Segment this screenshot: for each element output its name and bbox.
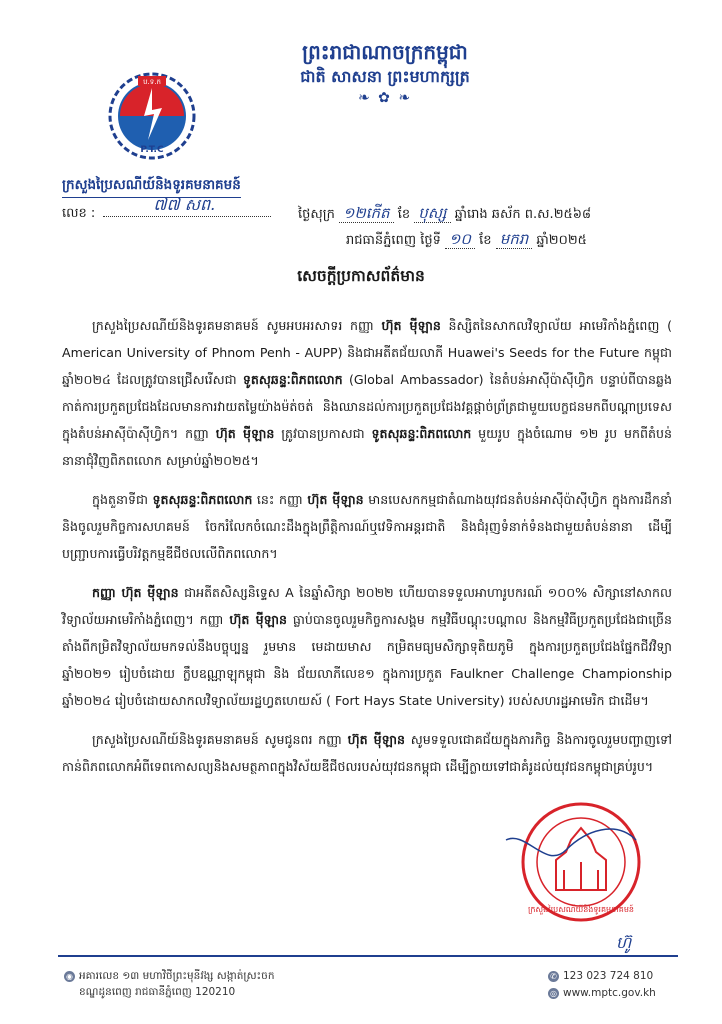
text: នេះ កញ្ញា [252,492,308,507]
solar-date-year: ឆ្នាំ២០២៥ [536,233,587,248]
name-highlight: ហ៊ុត ម៉ីឡាន [381,318,441,333]
ornament-divider: ❧ ✿ ❧ [357,90,413,106]
document-title: សេចក្តីប្រកាសព័ត៌មាន [297,267,425,285]
ambassador-highlight: ទូតសុឆន្ទៈពិភពលោក [371,426,472,441]
name-highlight: ហ៊ុត ម៉ីឡាន [307,492,364,507]
name-highlight: ហ៊ុត ម៉ីឡាន [229,612,287,627]
paragraph-1 [62,312,672,474]
lunar-date-year: ឆ្នាំរោង ឆស័ក ព.ស.២៥៦៨ [454,207,592,222]
paragraph-4 [62,726,672,780]
paragraph-2 [62,486,672,567]
ministry-name: ក្រសួងប្រៃសណីយ៍និងទូរគមនាគមន៍ [62,176,241,198]
kingdom-title: ព្រះរាជាណាចក្រកម្ពុជា [302,40,468,64]
address-line-2: ខណ្ឌដូនពេញ រាជធានីភ្នំពេញ 120210 [79,986,236,998]
name-highlight: ហ៊ុត ម៉ីឡាន [347,732,406,747]
lunar-date-month-label: ខែ [397,207,411,222]
solar-date-month: មករា [496,230,533,249]
text: សូមទទួលជោគជ័យក្នុងភារកិច្ច និងការចូលរួមបញ្ចាញទៅកាន់ពិភពលោកអំពីទេពកោសល្យនិងសមត្ថភាពក្នុងវិស័យឌីជីថលរបស់យុវជនកម្ពុជា ដើម្បីក្លាយទៅជាគំរូដល់យុវជនកម្ពុជាគ្រប់រូប។ [62,732,673,774]
national-motto: ជាតិ សាសនា ព្រះមហាក្សត្រ [300,67,470,86]
logo-caption: P.T.C [140,145,164,155]
website-link[interactable]: www.mptc.gov.kh [563,987,656,999]
handwritten-initials: ហ៊ូ [616,933,632,952]
lunar-date-prefix: ថ្ងៃសុក្រ [298,207,335,222]
globe-icon: ◎ [548,988,559,999]
ambassador-highlight: ទូតសុឆន្ទៈពិភពលោក [152,492,253,507]
text: និស្សិតនៃសាកលវិទ្យាល័យ អាមេរិកាំងភ្នំពេញ ( American University of Phnom Penh - AUPP) និងជាអតីតជ័យលាភី Huawei's Seeds for the Future កម្ពុជាឆ្នាំ២០២៤ ដែលត្រូវបានជ្រើសរើសជា [62,318,672,387]
paragraph-3 [62,579,672,714]
reference-field [103,195,271,217]
logo-top-text: ប.ទ.ក [143,78,161,86]
text: ជាអតីតសិស្សនិទ្ទេស A នៃឆ្នាំសិក្សា ២០២២ ហើយបានទទួលអាហារូបករណ៍ ១០០% សិក្សានៅសាកលវិទ្យាល័យអាមេរិកាំងភ្នំពេញ។ កញ្ញា [62,585,672,627]
text: (Global Ambassador) នៃតំបន់អាស៊ីប៉ាស៊ីហ្វិក បន្ទាប់ពីបានឆ្លងកាត់ការប្រកួតប្រជែងដែលមានការវាយតម្លៃយ៉ាងម៉ត់ចត់ និងឈានដល់ការប្រកួតប្រជែងវគ្គផ្តាច់ព្រ័ត្រជាមួយបេក្ខជនមកពីបណ្តាប្រទេសក្នុងតំបន់អាស៊ីប៉ាស៊ីហ្វិក។ កញ្ញា [62,372,673,441]
address-line-1: អគារលេខ ១៣ មហាវិថីព្រះមុនីវង្ស សង្កាត់ស្រះចក [79,970,275,982]
phone-number: 123 023 724 810 [563,970,654,982]
reference-value: ៧៧ សព. [153,195,216,214]
lunar-date [298,204,591,226]
text: ត្រូវបានប្រកាសជា [274,426,372,441]
text: មួយរូប ក្នុងចំណោម ១២ រូប មកពីតំបន់នានាជុំវិញពិភពលោក សម្រាប់ឆ្នាំ២០២៥។ [62,426,673,468]
reference-number [62,195,271,224]
name-highlight: កញ្ញា ហ៊ុត ម៉ីឡាន [92,585,179,600]
solar-date-prefix: រាជធានីភ្នំពេញ ថ្ងៃទី [346,233,441,248]
solar-date-month-label: ខែ [479,233,492,248]
text: ធ្លាប់បានចូលរួមកិច្ចការសង្គម កម្មវិធីបណ្តុះបណ្តាល និងកម្មវិធីប្រកួតប្រជែងជាច្រើនតាំងពីកម្រិតវិទ្យាល័យមកទល់នឹងបច្ចុប្បន្ន រួមមាន មេដាយមាស កម្រិតមធ្យមសិក្សាទុតិយភូមិ ក្នុងការប្រកួតប្រជែងផ្នែកជីវវិទ្យាឆ្នាំ២០២១ រៀបចំដោយ ក្លឹបឧណ្ណាឡុកម្ពុជា និង ជ័យលាភីលេខ១ ក្នុងការប្រកួត Faulkner Challenge Championship ឆ្នាំ២០២៤ រៀបចំដោយសាកលវិទ្យាល័យរដ្ឋហ្វតហេយស៍ ( Fort Hays State University) របស់សហរដ្ឋអាមេរិក ជាដើម។ [62,612,673,708]
text: ក្រសួងប្រៃសណីយ៍និងទូរគមនាគមន៍ សូមអបអរសាទរ កញ្ញា [92,318,382,333]
document-body [62,312,672,792]
name-highlight: ហ៊ុត ម៉ីឡាន [215,426,275,441]
footer-contact [548,968,656,1002]
location-pin-icon: ◉ [64,971,75,982]
reference-label: លេខ : [62,206,96,221]
lunar-date-month: បុស្ស [414,204,450,223]
text: មានបេសកកម្មជាតំណាងយុវជនតំបន់អាស៊ីប៉ាស៊ីហ្វិក ក្នុងការដឹកនាំនិងចូលរួមកិច្ចការសហគមន៍ ចែករំលែកចំណេះដឹងក្នុងព្រឹត្តិការណ៍ឬវេទិកាអន្តរជាតិ និងជំរុញទំនាក់ទំនងជាមួយតំបន់នានា ដើម្បីបញ្ជ្រាបការធ្វើបរិវត្តកម្មឌីជីថលលើពិភពលោក។ [62,492,672,561]
footer-address [64,968,275,1000]
official-stamp [486,800,666,950]
text: ក្រសួងប្រៃសណីយ៍និងទូរគមនាគមន៍ សូមជូនពរ កញ្ញា [92,732,348,747]
ambassador-highlight: ទូតសុឆន្ទៈពិភពលោក [242,372,343,387]
lunar-date-day: ១២កើត [339,204,394,223]
text: ក្នុងតួនាទីជា [92,492,153,507]
footer-divider [58,955,678,957]
phone-icon: ✆ [548,971,559,982]
solar-date [346,230,587,252]
kingdom-header [255,40,515,106]
stamp-text: ក្រសួងប្រៃសណីយ៍និងទូរគមនាគមន៍ [528,905,634,914]
solar-date-day: ១០ [445,230,475,249]
ministry-logo [108,70,196,162]
